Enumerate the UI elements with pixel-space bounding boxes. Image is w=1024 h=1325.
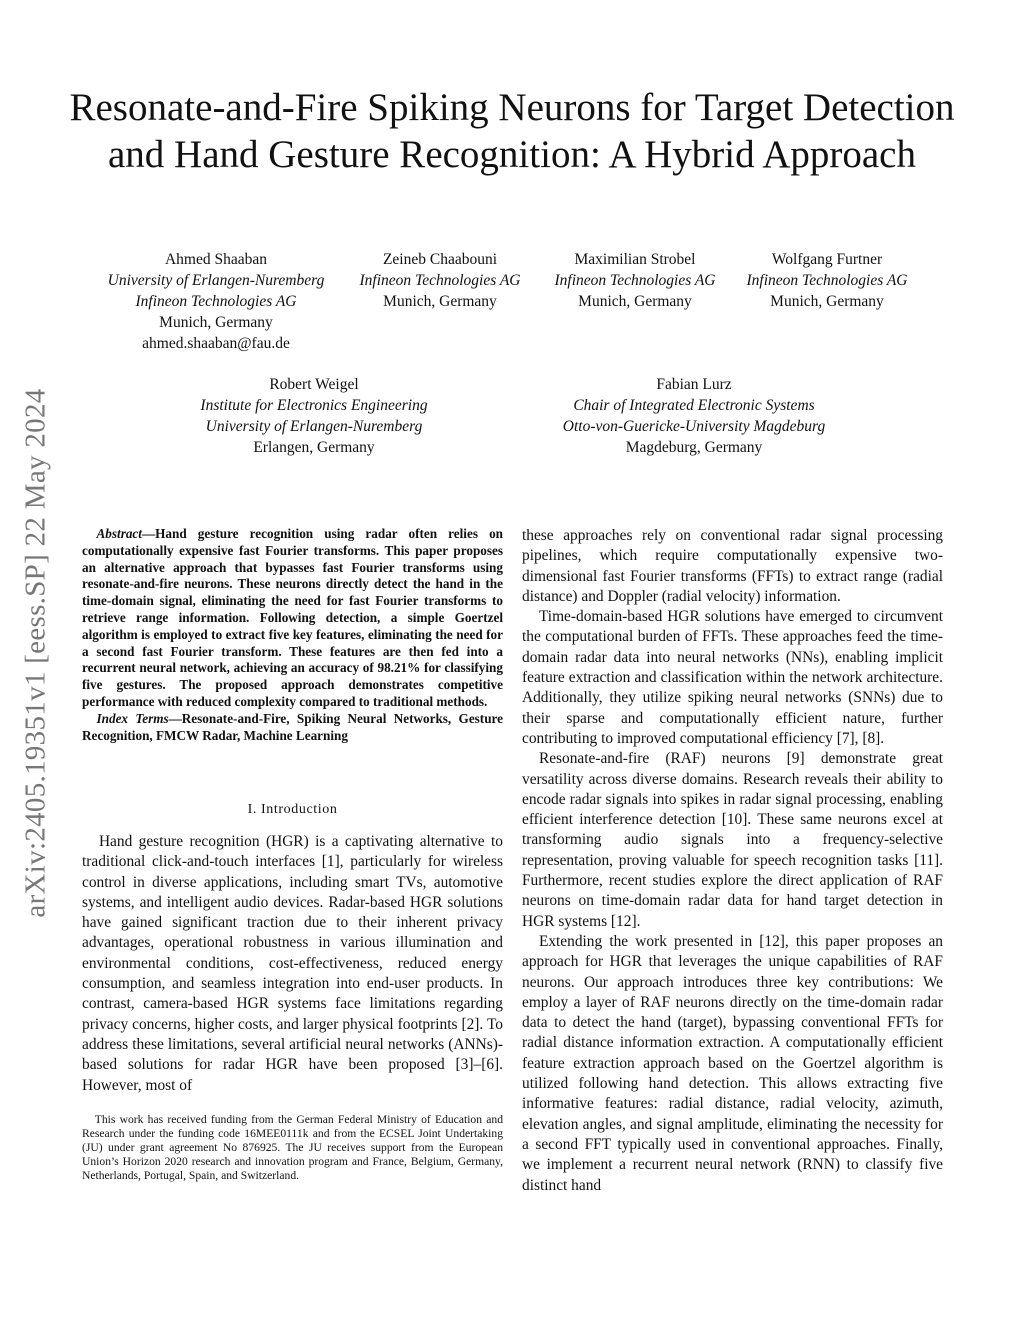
author-affiliation: University of Erlangen-Nuremberg bbox=[107, 272, 325, 289]
author-block-4 bbox=[732, 249, 922, 312]
abstract bbox=[82, 526, 503, 744]
footnote bbox=[82, 1113, 503, 1183]
author-affiliation: Otto-von-Guericke-University Magdeburg bbox=[562, 418, 826, 435]
author-block-1 bbox=[86, 249, 346, 354]
body-paragraph: Hand gesture recognition (HGR) is a captivating alternative to traditional click-and-touch interfaces [1], particularly for wireless control in diverse applications, including smart TVs, automotive systems, and intelligent audio devices. Radar-based HGR solutions have gained significant traction due to their inherent privacy advantages, operational robustness in various illumination and environmental conditions, cost-effectiveness, reduced energy consumption, and seamless integration into end-user products. In contrast, camera-based HGR systems face limitations regarding privacy concerns, higher costs, and larger physical footprints [2]. To address these limitations, several artificial neural networks (ANNs)-based solutions for radar HGR have been proposed [3]–[6]. However, most of bbox=[82, 833, 503, 1094]
author-name: Wolfgang Furtner bbox=[771, 251, 883, 268]
footnote-text: This work has received funding from the German Federal Ministry of Education and Research under the funding code 16MEE0111k and from the ECSEL Joint Undertaking (JU) under grant agreement No 876925. The JU receives support from the European Union’s Horizon 2020 research and innovation program and France, Belgium, Germany, Netherlands, Portugal, Spain, and Switzerland. bbox=[82, 1113, 503, 1182]
index-terms-text: Resonate-and-Fire, Spiking Neural Networks, Gesture Recognition, FMCW Radar, Machine Learning bbox=[82, 710, 503, 743]
author-block-6 bbox=[534, 374, 854, 458]
author-affiliation: Infineon Technologies AG bbox=[746, 272, 908, 289]
author-location: Erlangen, Germany bbox=[253, 439, 375, 456]
author-affiliation: Institute for Electronics Engineering bbox=[200, 397, 428, 414]
author-affiliation: Infineon Technologies AG bbox=[359, 272, 521, 289]
author-block-5 bbox=[174, 374, 454, 458]
paper-title: Resonate-and-Fire Spiking Neurons for Target Detection and Hand Gesture Recognition: A Hybrid Approach bbox=[69, 86, 955, 176]
body-paragraph: Time-domain-based HGR solutions have emerged to circumvent the computational burden of FFTs. These approaches feed the time-domain radar data into neural networks (NNs), enabling implicit feature extraction and classification within the network architecture. Additionally, they utilize spiking neural networks (SNNs) due to their sparse and computationally efficient nature, further contributing to improved computational efficiency [7], [8]. bbox=[522, 608, 943, 747]
abstract-paragraph: Abstract—Hand gesture recognition using radar often relies on computationally expensive fast Fourier transforms. This paper proposes an alternative approach that bypasses fast Fourier transforms using resonate-and-fire neurons. These neurons directly detect the hand in the time-domain signal, eliminating the need for fast Fourier transforms to retrieve range information. Following detection, a simple Goertzel algorithm is employed to extract five key features, eliminating the need for a second fast Fourier transform. These features are then fed into a recurrent neural network, achieving an accuracy of 98.21% for classifying five gestures. The proposed approach demonstrates competitive performance with reduced complexity compared to traditional methods. bbox=[82, 526, 503, 709]
body-paragraph: these approaches rely on conventional radar signal processing pipelines, which require computationally expensive two-dimensional fast Fourier transforms (FFTs) to extract range (radial distance) and Doppler (radial velocity) information. bbox=[522, 527, 943, 605]
author-affiliation: University of Erlangen-Nuremberg bbox=[205, 418, 423, 435]
author-location: Magdeburg, Germany bbox=[625, 439, 763, 456]
author-email: ahmed.shaaban@fau.de bbox=[142, 335, 290, 352]
author-affiliation: Chair of Integrated Electronic Systems bbox=[573, 397, 815, 414]
author-block-3 bbox=[540, 249, 730, 312]
author-location: Munich, Germany bbox=[159, 314, 273, 331]
author-location: Munich, Germany bbox=[578, 293, 692, 310]
index-terms-paragraph: Index Terms—Resonate-and-Fire, Spiking Neural Networks, Gesture Recognition, FMCW Radar, Machine Learning bbox=[82, 710, 503, 743]
author-name: Maximilian Strobel bbox=[574, 251, 696, 268]
introduction-body bbox=[82, 832, 503, 1096]
arxiv-identifier-text: arXiv:2405.19351v1 [eess.SP] 22 May 2024 bbox=[19, 387, 52, 918]
author-location: Munich, Germany bbox=[383, 293, 497, 310]
author-name: Zeineb Chaabouni bbox=[382, 251, 498, 268]
author-name: Ahmed Shaaban bbox=[164, 251, 267, 268]
index-terms-label: Index Terms bbox=[96, 710, 169, 726]
author-name: Fabian Lurz bbox=[656, 376, 732, 393]
author-block-2 bbox=[350, 249, 530, 312]
right-column bbox=[522, 526, 943, 1196]
author-affiliation: Infineon Technologies AG bbox=[554, 272, 716, 289]
body-paragraph: Resonate-and-fire (RAF) neurons [9] demonstrate great versatility across diverse domains. Research reveals their ability to encode radar signals into spikes in radar signal processing, enabling efficient interference detection [10]. These same neurons excel at transforming audio signals into a frequency-selective representation, proving valuable for speech recognition tasks [11]. Furthermore, recent studies explore the direct application of RAF neurons on time-domain radar data for hand target detection in HGR systems [12]. bbox=[522, 750, 943, 930]
body-paragraph: Extending the work presented in [12], this paper proposes an approach for HGR that leverages the unique capabilities of RAF neurons. Our approach introduces three key contributions: We employ a layer of RAF neurons directly on the time-domain radar data to detect the hand (target), bypassing conventional FFTs for radial distance information extraction. A computationally efficient feature extraction approach based on the Goertzel algorithm is utilized following hand detection. This allows extracting five informative features: radial distance, radial velocity, azimuth, elevation angles, and signal amplitude, eliminating the necessity for a second FFT typically used in conventional approaches. Finally, we implement a recurrent neural network (RNN) to classify five distinct hand bbox=[522, 932, 943, 1194]
abstract-label: Abstract bbox=[96, 526, 142, 541]
author-name: Robert Weigel bbox=[269, 376, 359, 393]
author-affiliation: Infineon Technologies AG bbox=[135, 293, 297, 310]
arxiv-identifier bbox=[6, 345, 66, 960]
section-heading: I. Introduction bbox=[247, 802, 338, 817]
author-location: Munich, Germany bbox=[770, 293, 884, 310]
abstract-text: Hand gesture recognition using radar often relies on computationally expensive fast Fourier transforms. This paper proposes an alternative approach that bypasses fast Fourier transforms using resonate-and-fire neurons. These neurons directly detect the hand in the time-domain signal, eliminating the need for fast Fourier transforms to retrieve range information. Following detection, a simple Goertzel algorithm is employed to extract five key features, eliminating the need for a second fast Fourier transform. These features are then fed into a recurrent neural network, achieving an accuracy of 98.21% for classifying five gestures. The proposed approach demonstrates competitive performance with reduced complexity compared to traditional methods. bbox=[82, 526, 503, 709]
